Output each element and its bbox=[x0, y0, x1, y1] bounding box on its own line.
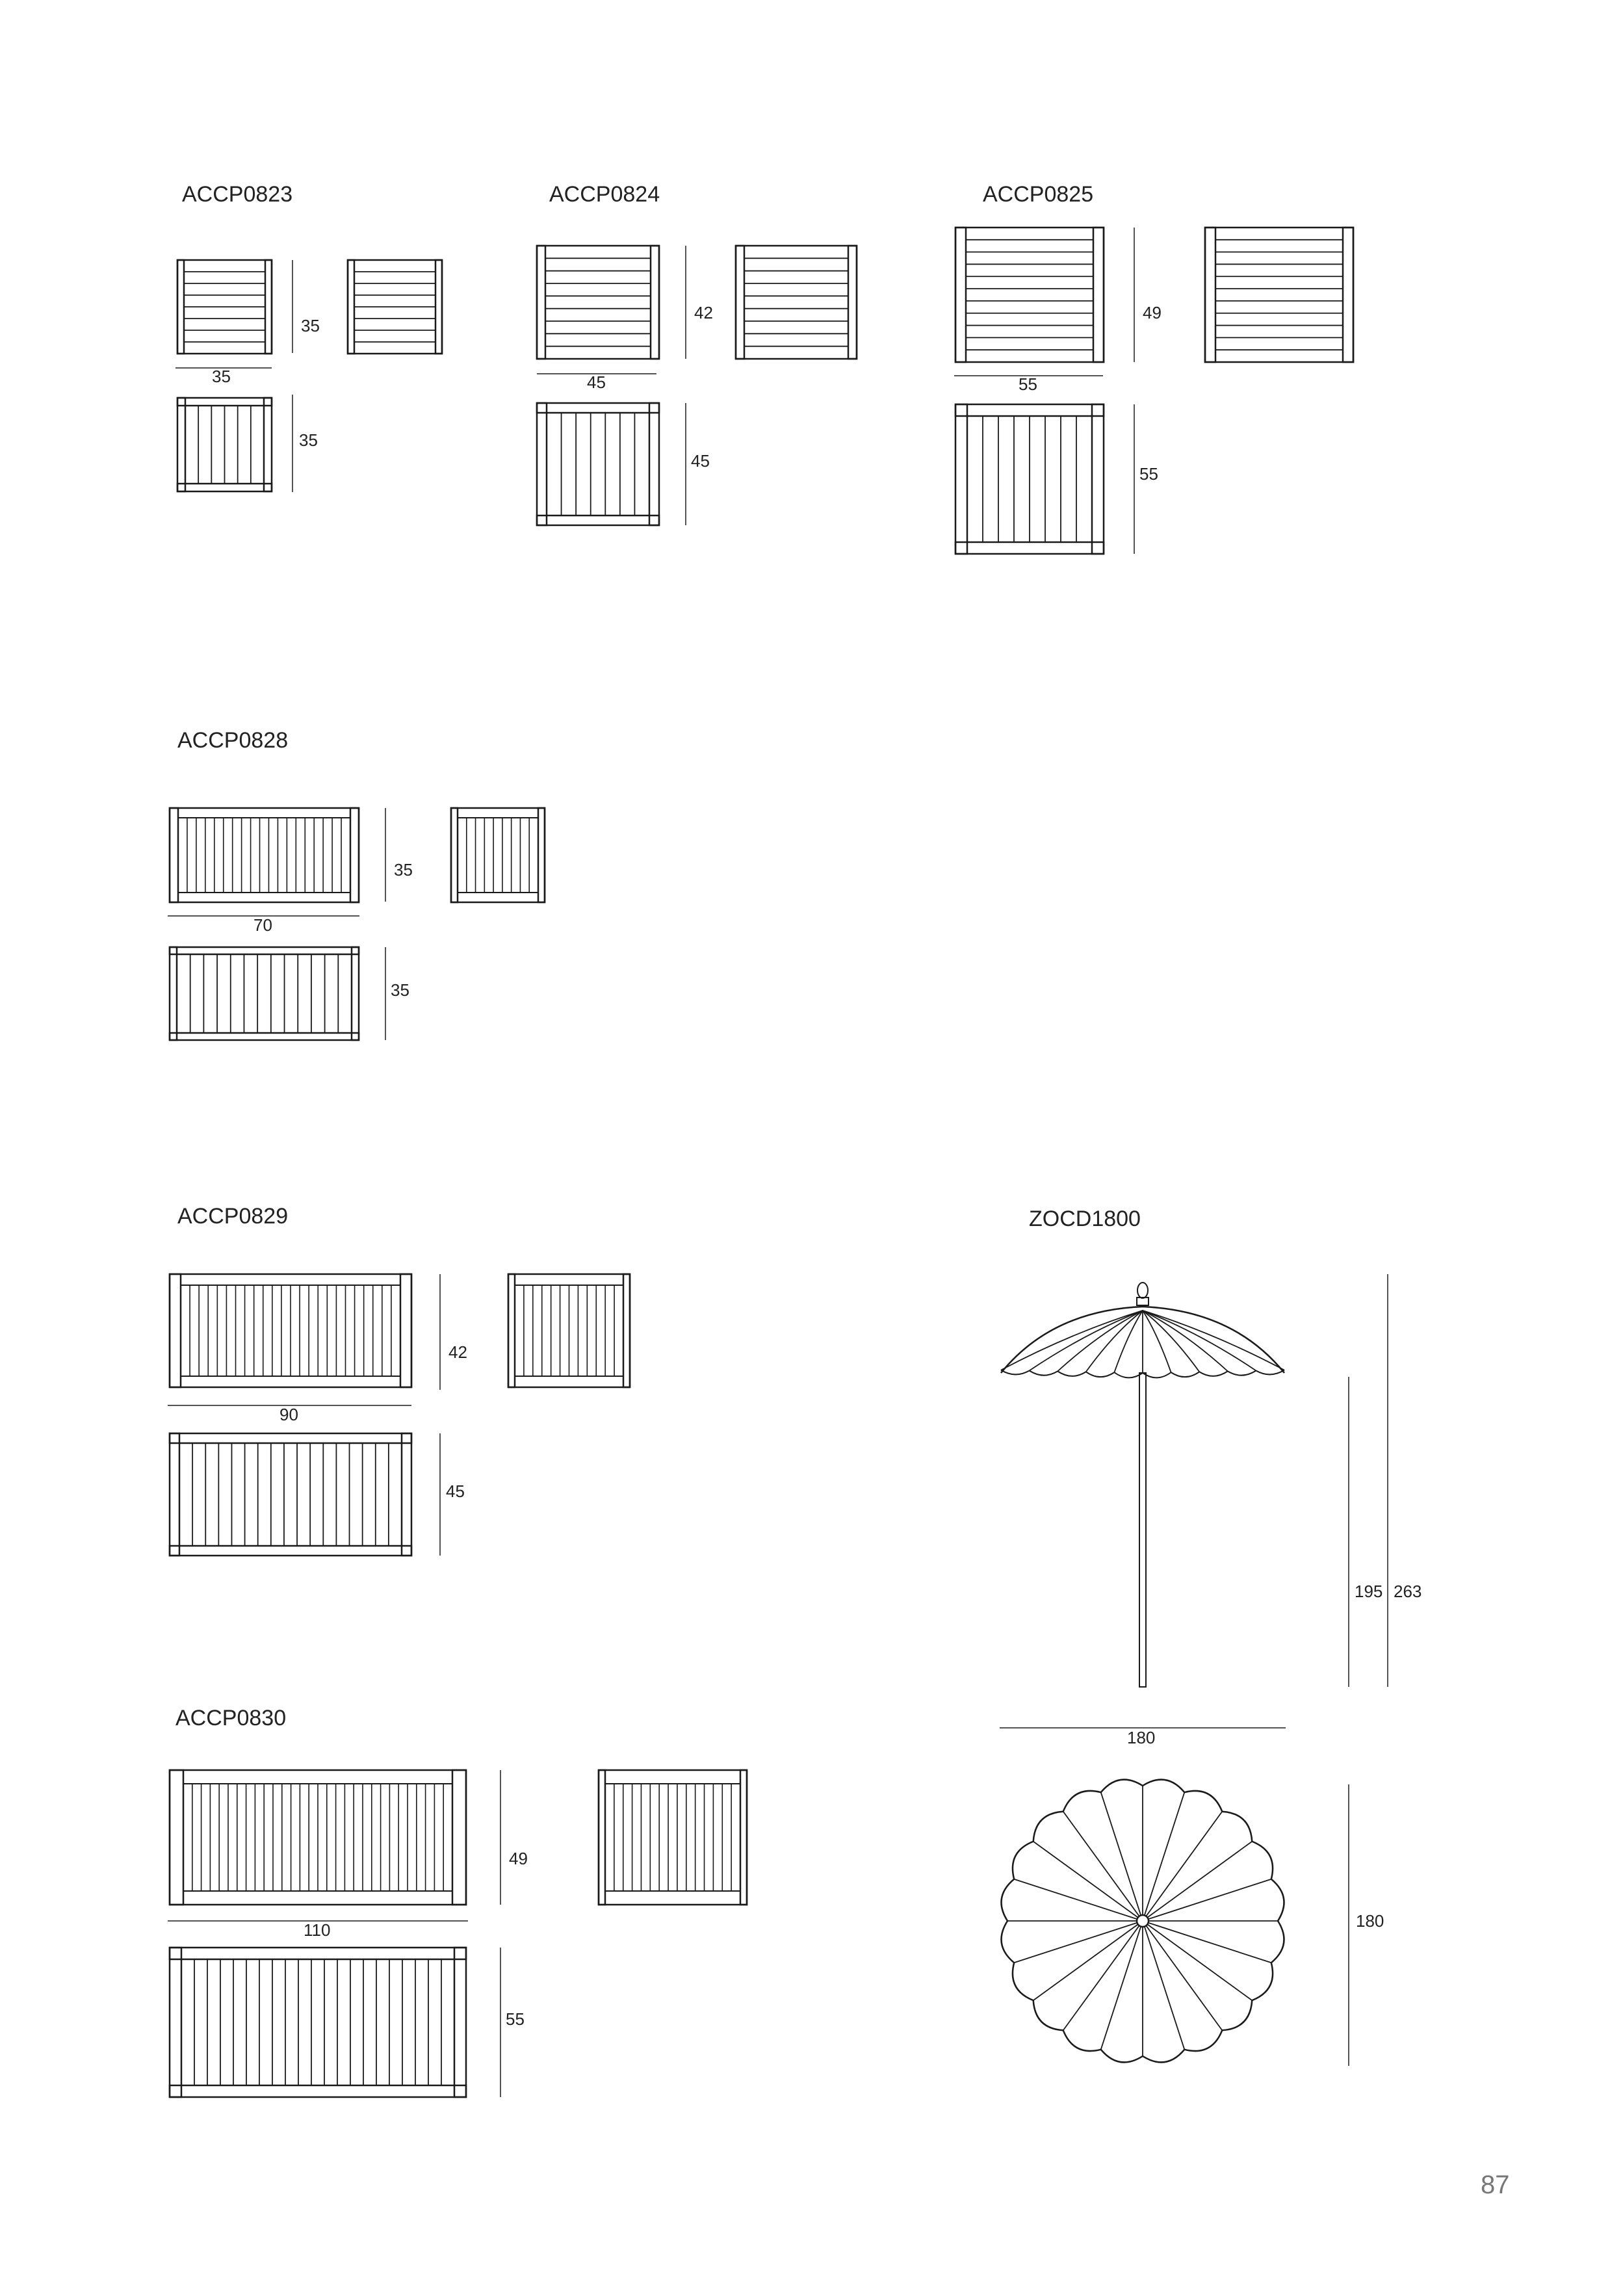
accp0823-depth-label: 35 bbox=[299, 430, 318, 450]
corner-post bbox=[848, 246, 857, 359]
corner-post bbox=[352, 1033, 359, 1040]
canopy-rib bbox=[1014, 1879, 1143, 1921]
umbrella-top-diameter-label: 180 bbox=[1356, 1911, 1384, 1931]
planter-outline bbox=[736, 246, 857, 359]
planter-outline bbox=[170, 947, 359, 1040]
corner-post bbox=[435, 260, 442, 354]
corner-post bbox=[955, 228, 966, 362]
corner-post bbox=[1205, 228, 1215, 362]
corner-post bbox=[537, 246, 545, 359]
corner-post bbox=[955, 542, 967, 554]
canopy-rib bbox=[1143, 1311, 1228, 1371]
umbrella-top-view bbox=[1002, 1780, 1284, 2063]
accp0828-side-view bbox=[451, 808, 545, 902]
accp0830-side-view bbox=[599, 1770, 747, 1905]
corner-post bbox=[264, 398, 272, 406]
accp0829-side-view bbox=[508, 1274, 630, 1387]
corner-post bbox=[264, 484, 272, 491]
accp0825-top-view bbox=[955, 404, 1104, 554]
finial bbox=[1137, 1283, 1148, 1298]
canopy-rib bbox=[1101, 1921, 1143, 2050]
corner-post bbox=[508, 1274, 515, 1387]
accp0829-front-view bbox=[170, 1274, 411, 1387]
umbrella-pole-height-label: 195 bbox=[1355, 1582, 1383, 1601]
accp0830-top-view bbox=[170, 1948, 466, 2097]
corner-post bbox=[177, 484, 185, 491]
accp0824-depth-label: 45 bbox=[691, 451, 710, 471]
accp0824-front-view bbox=[537, 246, 659, 359]
corner-post bbox=[400, 1274, 411, 1387]
corner-post bbox=[1343, 228, 1353, 362]
canopy-rib bbox=[1143, 1812, 1222, 1921]
corner-post bbox=[170, 808, 178, 902]
corner-post bbox=[623, 1274, 630, 1387]
inner-frame bbox=[179, 1443, 402, 1546]
corner-post bbox=[1092, 542, 1104, 554]
canopy-rib bbox=[1143, 1921, 1271, 1963]
canopy-rib bbox=[1143, 1842, 1252, 1921]
canopy-rib bbox=[1033, 1842, 1143, 1921]
umbrella-pole bbox=[1139, 1373, 1146, 1687]
corner-post bbox=[599, 1770, 605, 1905]
accp0828-front-view bbox=[170, 808, 359, 902]
corner-post bbox=[1092, 404, 1104, 416]
corner-post bbox=[170, 1274, 181, 1387]
accp0825-front-view bbox=[955, 228, 1104, 362]
corner-post bbox=[170, 1770, 183, 1905]
accp0823-front-view bbox=[177, 260, 272, 354]
umbrella-side-view bbox=[1001, 1283, 1284, 1687]
corner-post bbox=[177, 260, 184, 354]
accp0829-height-label: 42 bbox=[448, 1342, 467, 1362]
canopy-rib bbox=[1058, 1311, 1143, 1371]
product-code-accp0824: ACCP0824 bbox=[549, 182, 660, 207]
product-code-accp0823: ACCP0823 bbox=[182, 182, 293, 207]
umbrella-width-label: 180 bbox=[1127, 1728, 1156, 1747]
product-code-zocd1800: ZOCD1800 bbox=[1029, 1207, 1141, 1231]
corner-post bbox=[170, 1033, 177, 1040]
accp0824-top-view bbox=[537, 403, 659, 525]
accp0828-top-view bbox=[170, 947, 359, 1040]
accp0823-width-label: 35 bbox=[212, 367, 231, 386]
corner-post bbox=[170, 1546, 179, 1556]
corner-post bbox=[170, 947, 177, 954]
inner-frame bbox=[547, 413, 649, 515]
corner-post bbox=[352, 947, 359, 954]
corner-post bbox=[265, 260, 272, 354]
accp0825-height-label: 49 bbox=[1143, 303, 1162, 322]
accp0823-top-view bbox=[177, 398, 272, 491]
corner-post bbox=[454, 2085, 466, 2097]
product-code-accp0830: ACCP0830 bbox=[175, 1706, 287, 1730]
inner-frame bbox=[181, 1959, 454, 2085]
canopy-rib bbox=[1114, 1311, 1143, 1372]
corner-post bbox=[452, 1770, 466, 1905]
product-code-accp0825: ACCP0825 bbox=[983, 182, 1094, 207]
canopy-rib bbox=[1143, 1879, 1271, 1921]
corner-post bbox=[649, 403, 659, 413]
planter-outline bbox=[170, 808, 359, 902]
accp0830-depth-label: 55 bbox=[506, 2009, 525, 2029]
canopy-rib bbox=[1143, 1792, 1184, 1921]
corner-post bbox=[454, 1948, 466, 1959]
corner-post bbox=[538, 808, 545, 902]
planter-outline bbox=[537, 403, 659, 525]
accp0825-side-view bbox=[1205, 228, 1353, 362]
accp0830-height-label: 49 bbox=[509, 1849, 528, 1868]
accp0828-height-label: 35 bbox=[394, 860, 413, 880]
canopy-rib bbox=[1143, 1311, 1171, 1372]
canopy-rib bbox=[1063, 1812, 1143, 1921]
canopy-rib bbox=[1143, 1921, 1184, 2050]
accp0828-depth-label: 35 bbox=[391, 980, 409, 1000]
planter-outline bbox=[599, 1770, 747, 1905]
planter-outline bbox=[451, 808, 545, 902]
corner-post bbox=[170, 1948, 181, 1959]
inner-frame bbox=[177, 954, 352, 1033]
corner-post bbox=[537, 403, 547, 413]
accp0824-width-label: 45 bbox=[587, 372, 606, 392]
corner-post bbox=[350, 808, 359, 902]
corner-post bbox=[451, 808, 458, 902]
corner-post bbox=[537, 515, 547, 525]
corner-post bbox=[177, 398, 185, 406]
corner-post bbox=[649, 515, 659, 525]
corner-post bbox=[651, 246, 659, 359]
corner-post bbox=[348, 260, 354, 354]
accp0830-front-view bbox=[170, 1770, 466, 1905]
planter-outline bbox=[955, 228, 1104, 362]
accp0823-side-view bbox=[348, 260, 442, 354]
accp0829-width-label: 90 bbox=[279, 1405, 298, 1424]
corner-post bbox=[402, 1433, 411, 1443]
page-number: 87 bbox=[1481, 2171, 1510, 2199]
corner-post bbox=[736, 246, 744, 359]
accp0824-height-label: 42 bbox=[694, 303, 713, 322]
planter-outline bbox=[1205, 228, 1353, 362]
accp0829-depth-label: 45 bbox=[446, 1481, 465, 1501]
accp0825-depth-label: 55 bbox=[1139, 464, 1158, 484]
product-code-accp0829: ACCP0829 bbox=[177, 1204, 289, 1229]
canopy-rib bbox=[1063, 1921, 1143, 2030]
corner-post bbox=[170, 1433, 179, 1443]
accp0824-side-view bbox=[736, 246, 857, 359]
product-code-accp0828: ACCP0828 bbox=[177, 728, 289, 753]
canopy-rib bbox=[1101, 1792, 1143, 1921]
canopy-rib bbox=[1033, 1921, 1143, 2000]
corner-post bbox=[955, 404, 967, 416]
corner-post bbox=[402, 1546, 411, 1556]
planter-outline bbox=[537, 246, 659, 359]
canopy-rib bbox=[1014, 1921, 1143, 1963]
planter-outline bbox=[170, 1948, 466, 2097]
finial-hub bbox=[1137, 1915, 1149, 1927]
canopy-rib bbox=[1143, 1921, 1222, 2030]
canopy-rib bbox=[1143, 1921, 1252, 2000]
corner-post bbox=[170, 2085, 181, 2097]
accp0828-width-label: 70 bbox=[253, 915, 272, 935]
umbrella-total-height-label: 263 bbox=[1394, 1582, 1422, 1601]
accp0823-height-label: 35 bbox=[301, 316, 320, 335]
accp0825-width-label: 55 bbox=[1019, 374, 1037, 394]
corner-post bbox=[1093, 228, 1104, 362]
corner-post bbox=[740, 1770, 747, 1905]
accp0829-top-view bbox=[170, 1433, 411, 1556]
accp0830-width-label: 110 bbox=[304, 1920, 331, 1940]
